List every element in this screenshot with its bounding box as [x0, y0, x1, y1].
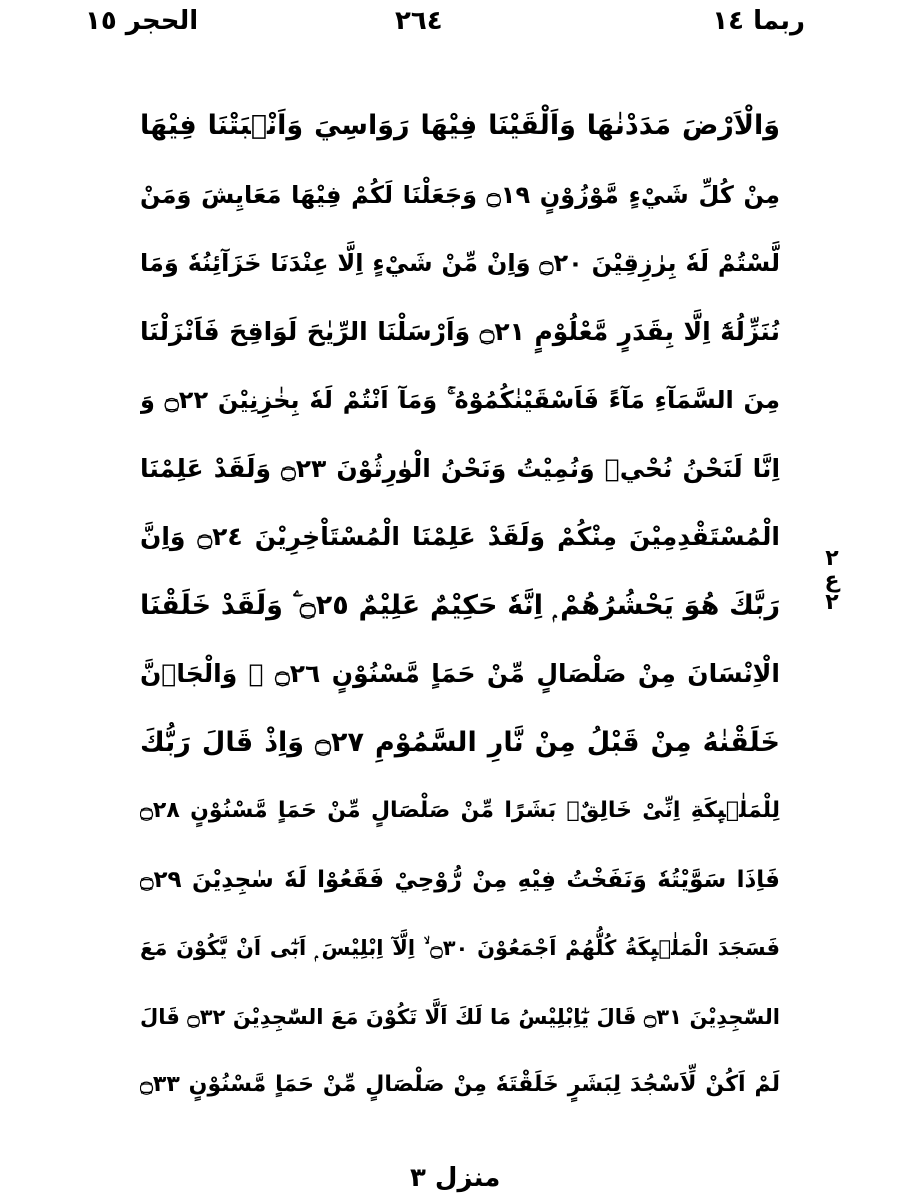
- surah-header: الحجر ١٥: [85, 6, 199, 36]
- text-line: لَمْ اَكُنْ لِّاَسْجُدَ لِبَشَرٍ خَلَقْتَهٗ مِنْ صَلْصَالٍ مِّنْ حَمَاٍ مَّسْنُوْنٍ ۝٣٣: [140, 1072, 780, 1097]
- text-line: خَلَقْنٰهُ مِنْ قَبْلُ مِنْ نَّارِ السَّمُوْمِ ۝٢٧ وَاِذْ قَالَ رَبُّكَ: [140, 726, 780, 758]
- verse-text-block: [140, 92, 780, 1120]
- text-line: نُنَزِّلُهٗٓ اِلَّا بِقَدَرٍ مَّعْلُوْمٍ ۝٢١ وَاَرْسَلْنَا الرِّيٰحَ لَوَاقِحَ فَاَنْزَلْنَا: [140, 316, 780, 346]
- ruku-marker-middle: ع: [824, 568, 840, 593]
- text-line: فَاِذَا سَوَّيْتُهٗ وَنَفَخْتُ فِيْهِ مِنْ رُّوْحِيْ فَقَعُوْا لَهٗ سٰجِدِيْنَ ۝٢٩: [140, 866, 780, 893]
- text-line: مِنْ كُلِّ شَيْءٍ مَّوْزُوْنٍ ۝١٩ وَجَعَلْنَا لَكُمْ فِيْهَا مَعَايِشَ وَمَنْ: [140, 180, 780, 209]
- text-line: مِنَ السَّمَآءِ مَآءً فَاَسْقَيْنٰكُمُوْهُ ۚ وَمَآ اَنْتُمْ لَهٗ بِخٰزِنِيْنَ ۝٢٢ وَ: [140, 386, 780, 414]
- text-line: لَّسْتُمْ لَهٗ بِرٰزِقِيْنَ ۝٢٠ وَاِنْ مِّنْ شَيْءٍ اِلَّا عِنْدَنَا خَزَآئِنُهٗ وَمَا: [140, 249, 780, 277]
- text-line: السّٰجِدِيْنَ ۝٣١ قَالَ يٰٓاِبْلِيْسُ مَا لَكَ اَلَّا تَكُوْنَ مَعَ السّٰجِدِيْنَ ۝٣٢ قَالَ: [140, 1004, 780, 1029]
- text-line: اِنَّا لَنَحْنُ نُحْيٖ وَنُمِيْتُ وَنَحْنُ الْوٰرِثُوْنَ ۝٢٣ وَلَقَدْ عَلِمْنَا: [140, 453, 780, 483]
- text-line: الْاِنْسَانَ مِنْ صَلْصَالٍ مِّنْ حَمَاٍ مَّسْنُوْنٍ ۝٢٦ ۚ وَالْجَاۗنَّ: [140, 659, 780, 688]
- ruku-marker: [812, 548, 852, 614]
- text-line: رَبَّكَ هُوَ يَحْشُرُهُمْ ۭ اِنَّهٗ حَكِيْمٌ عَلِيْمٌ ۝٢٥ ۧ وَلَقَدْ خَلَقْنَا: [140, 589, 780, 621]
- manzil-footer: منزل ٣: [410, 1163, 501, 1193]
- juz-header: ربما ١٤: [712, 6, 805, 36]
- ruku-marker-bottom: ٢: [825, 590, 839, 615]
- page-number: ٢٦٤: [395, 6, 443, 36]
- text-line: لِلْمَلٰۗىِٕكَةِ اِنِّىْ خَالِقٌۢ بَشَرًا مِّنْ صَلْصَالٍ مِّنْ حَمَاٍ مَّسْنُوْنٍ ۝٢٨: [140, 798, 780, 823]
- text-line: فَسَجَدَ الْمَلٰۗىِٕكَةُ كُلُّهُمْ اَجْمَعُوْنَ ۝٣٠ ۙ اِلَّآ اِبْلِيْسَ ۭ اَبٰٓى اَنْ يَّكُوْنَ مَعَ: [140, 936, 780, 960]
- ruku-marker-top: ٢: [825, 546, 839, 571]
- text-line: الْمُسْتَقْدِمِيْنَ مِنْكُمْ وَلَقَدْ عَلِمْنَا الْمُسْتَاْخِرِيْنَ ۝٢٤ وَاِنَّ: [140, 522, 780, 551]
- text-line: وَالْاَرْضَ مَدَدْنٰهَا وَاَلْقَيْنَا فِيْهَا رَوَاسِيَ وَاَنْۢبَتْنَا فِيْهَا: [140, 110, 780, 141]
